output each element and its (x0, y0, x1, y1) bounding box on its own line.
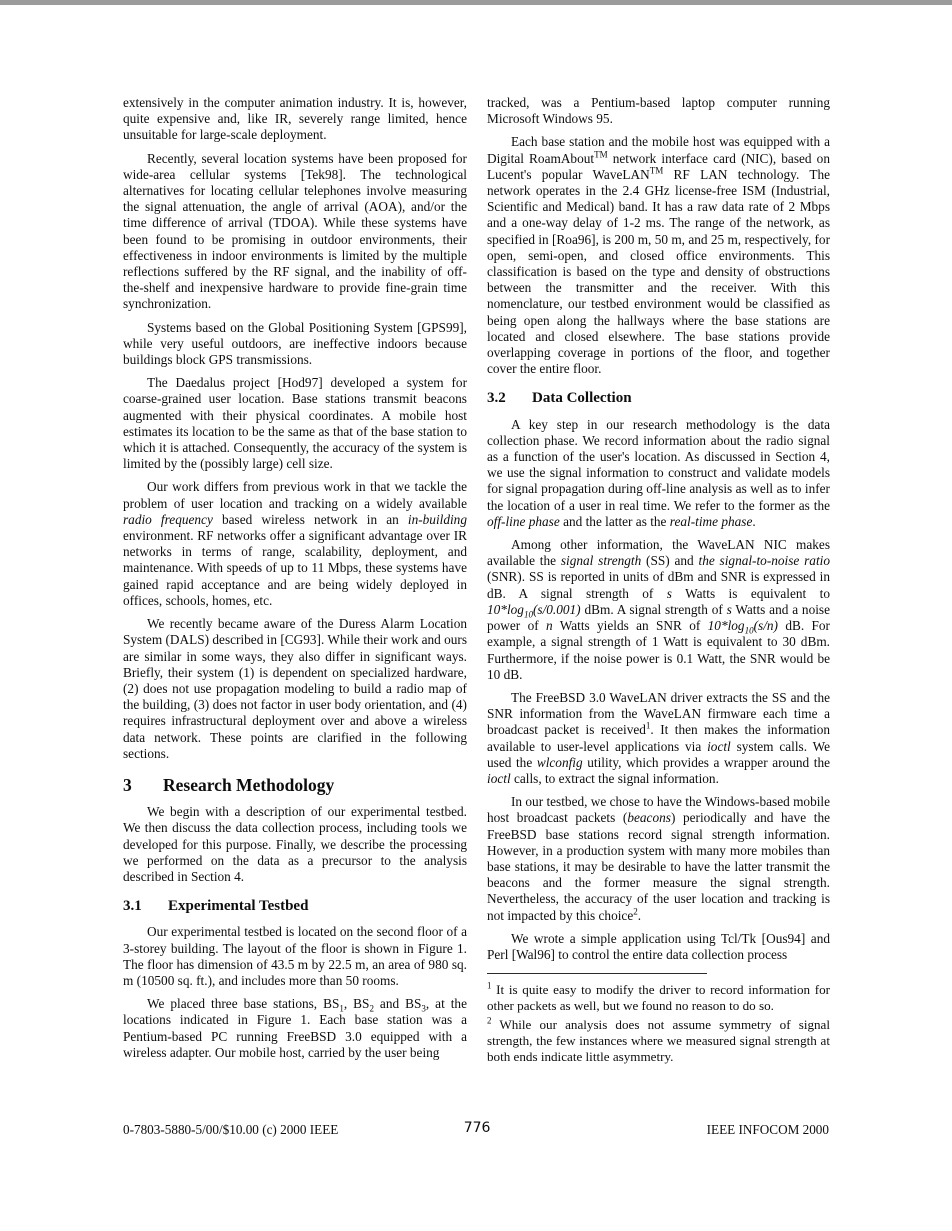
text-run: Systems based on the Global Positioning System [GPS99], while very useful outdoors, are ineffective indoors because buildings block GPS transmissions. (123, 319, 467, 368)
text-run: ioctl (487, 770, 511, 786)
text-run: tracked, was a Pentium-based laptop computer running Microsoft Windows 95. (487, 95, 830, 127)
text-run: wlconfig (536, 754, 583, 770)
text-run: system calls. We used the (487, 738, 830, 770)
paragraph (123, 804, 467, 885)
section-number: 3.2 (487, 390, 506, 407)
paragraph (487, 417, 830, 530)
text-run: 10*log (487, 601, 524, 617)
paragraph (487, 134, 830, 377)
section-number: 3 (123, 774, 132, 795)
paragraph (487, 931, 830, 963)
text-run: (SS) and (641, 553, 699, 569)
text-run: TM (594, 149, 608, 160)
paragraph (487, 537, 830, 683)
text-column-left (123, 95, 467, 1068)
text-run: TM (649, 165, 664, 176)
paragraph (123, 996, 467, 1061)
text-run: A key step in our research methodology is the data collection phase. We record information about the radio signal as a function of the user's location. As discussed in Section 4, we use the signal information to construct and validate models for signal propagation during off-line analysis as well as to infer the location of a user in real time. We refer to the former as the (487, 416, 830, 513)
section-title: Data Collection (532, 390, 632, 407)
text-run: signal strength (560, 553, 642, 569)
text-run: calls, to extract the signal information. (510, 770, 719, 786)
text-run: We recently became aware of the Duress Alarm Location System (DALS) described in [CG93]. While their work and ours are similar in some ways, they also differ in significant ways. Briefly, their system (1) is dependent on specialized hardware, (2) does not use propagation modeling to build a radio map of the building, (3) does not factor in user body orientation, and (4) requires infrastructural deployment over and above a wireless data network. These points are clarified in the following sections. (123, 616, 467, 761)
text-run: 1 (645, 720, 651, 731)
section-title: Research Methodology (163, 774, 335, 795)
text-run: We wrote a simple application using Tcl/Tk [Ous94] and Perl [Wal96] to control the entire data collection process (487, 930, 830, 962)
text-run: Our work differs from previous work in that we tackle the problem of user location and tracking on a widely available (123, 479, 467, 511)
section-heading (487, 390, 830, 406)
text-run: , BS (343, 996, 370, 1012)
text-run: ioctl (707, 738, 731, 754)
text-run: 2 (487, 1015, 492, 1026)
text-run: 10 (523, 609, 533, 620)
text-run: extensively in the computer animation industry. It is, however, quite expensive and, like IR, severely range limited, hence unsuitable for large-scale deployment. (123, 95, 467, 143)
text-run: off-line phase (487, 513, 560, 529)
text-run: (SNR). SS is reported in units of dBm and SNR is expressed in dB. A signal strength of (487, 569, 830, 601)
text-run: The Daedalus project [Hod97] developed a system for coarse-grained user location. Base stations transmit beacons augmented with their physical coordinates. A mobile host estimates its location to be the same as that of the base station to which it is attached. Consequently, the accuracy of the system is limited by the (possibly large) cell size. (123, 375, 467, 472)
text-run: 10*log (707, 618, 745, 634)
text-run: beacons (627, 810, 671, 826)
paragraph (123, 320, 467, 369)
paragraph (123, 479, 467, 609)
text-run: . (637, 907, 642, 923)
paragraph (123, 95, 467, 144)
text-run: Watts is equivalent to (671, 585, 830, 601)
text-run: Watts yields an SNR of (552, 618, 708, 634)
text-run: Among other information, the WaveLAN NIC makes available the (487, 537, 830, 569)
text-run: We placed three base stations, BS (147, 996, 340, 1012)
text-run: RF LAN technology. The network operates in the 2.4 GHz license-free ISM (Industrial, Scientific and Medical) band. It has a raw data rate of 2 Mbps and a one-way delay of 1-2 ms. The range of the network, as specified in [Roa96], is 200 m, 50 m, and 25 m, respectively, for open, semi-open, and closed office environments. This classification is based on the type and density of obstructions between the transmitter and the receiver. With this nomenclature, our testbed environment would be classified as being open along the hallways where the base stations are located and closed elsewhere. The base stations provide overlapping coverage in portions of the floor, and together cover the entire floor. (487, 166, 830, 377)
text-run: , at the locations indicated in Figure 1. Each base station was a Pentium-based PC running FreeBSD 3.0 equipped with a wireless adapter. Our mobile host, carried by the user being (123, 996, 467, 1060)
text-run: in-building (407, 511, 467, 527)
text-run: based wireless network in an (212, 511, 408, 527)
text-run: (s/0.001) (532, 601, 581, 617)
page-number: 776 (463, 1120, 491, 1136)
paragraph (487, 690, 830, 787)
text-run: and the latter as the (559, 513, 670, 529)
section-title: Experimental Testbed (168, 898, 309, 915)
text-run: In our testbed, we chose to have the Windows-based mobile host broadcast packets ( (487, 794, 831, 826)
text-run: We begin with a description of our experimental testbed. We then discuss the data collection process, including tools we developed for this purpose. Finally, we describe the processing we performed on the data as a precursor to the analysis described in Section 4. (123, 804, 467, 884)
paragraph (123, 616, 467, 762)
text-run: The FreeBSD 3.0 WaveLAN driver extracts the SS and the SNR information from the WaveLAN firmware each time a broadcast packet is received (487, 689, 830, 738)
conference-name: IEEE INFOCOM 2000 (706, 1122, 829, 1137)
text-run: network interface card (NIC), based on Lucent's popular WaveLAN (487, 150, 830, 182)
text-run: 1 (487, 980, 492, 991)
text-run: Watts and a noise power of (487, 601, 830, 634)
paragraph (123, 924, 467, 989)
text-run: s (726, 601, 732, 617)
text-run: 3 (421, 1003, 426, 1014)
text-run: utility, which provides a wrapper around the (582, 754, 830, 770)
footnote-rule (487, 973, 707, 974)
text-run: (s/n) (753, 618, 778, 634)
text-run: 2 (369, 1003, 374, 1014)
text-run: the signal-to-noise ratio (698, 553, 830, 569)
section-number: 3.1 (123, 898, 142, 915)
text-run: s (666, 585, 672, 601)
section-heading (123, 774, 467, 795)
paragraph (487, 794, 830, 924)
text-column-right (487, 95, 830, 1068)
scan-edge-artifact (0, 0, 952, 5)
text-run: real-time phase (669, 513, 753, 529)
text-run: It is quite easy to modify the driver to record information for other packets as well, but we found no reason to do so. (487, 982, 830, 1014)
text-run: ) periodically and have the FreeBSD base stations record signal strength information. However, in a production system with many more mobiles than base stations, it may be desirable to have the latter transmit the beacons and the former measure the signal strength. Nevertheless, the accuracy of the user location and tracking is not impacted by this choice (487, 810, 830, 923)
text-run: radio frequency (123, 511, 213, 527)
text-run: . (752, 513, 756, 529)
page-footer (123, 1120, 829, 1140)
section-heading (123, 898, 467, 914)
footnote (487, 982, 830, 1014)
text-run: environment. RF networks offer a significant advantage over IR networks in terms of range, scalability, deployment, and maintenance. With speeds of up to 11 Mbps, these systems have gained rapid acceptance and are being widely deployed in offices, schools, homes, etc. (123, 528, 467, 608)
text-run: and BS (373, 996, 422, 1012)
paragraph (123, 375, 467, 472)
text-run: 10 (744, 625, 754, 636)
text-run: Recently, several location systems have been proposed for wide-area cellular systems [Tek98]. The technological alternatives for locating cellular telephones involve measuring the signal attenuation, the angle of arrival (AOA), and/or the time difference of arrival (TDOA). While these systems have been found to be promising in outdoor environments, their effectiveness in indoor environments is limited by the multiple reflections suffered by the RF signal, and the inability of off-the-shelf and inexpensive hardware to provide fine-grain time synchronization. (123, 150, 467, 312)
paragraph (487, 95, 830, 127)
text-run: n (545, 618, 553, 634)
text-run: dBm. A signal strength of (580, 601, 727, 617)
text-run: 1 (339, 1003, 344, 1014)
text-run: Each base station and the mobile host was equipped with a Digital RoamAbout (487, 134, 830, 166)
footnote (487, 1017, 830, 1065)
text-run: While our analysis does not assume symmetry of signal strength, the few instances where we measured signal strength at both ends indicate little asymmetry. (487, 1017, 830, 1065)
text-run: 2 (633, 906, 638, 917)
paragraph (123, 151, 467, 313)
text-run: Our experimental testbed is located on the second floor of a 3-storey building. The layout of the floor is shown in Figure 1. The floor has dimension of 43.5 m by 22.5 m, an area of 980 sq. m (10500 sq. ft.), and includes more than 50 rooms. (123, 924, 467, 988)
copyright-notice: 0-7803-5880-5/00/$10.00 (c) 2000 IEEE (123, 1122, 339, 1137)
text-run: . It then makes the information available to user-level applications via (487, 722, 831, 754)
text-run: dB. For example, a signal strength of 1 Watt is equivalent to 30 dBm. Furthermore, if the noise power is 0.1 Watt, the SNR would be 10 dB. (487, 618, 830, 682)
